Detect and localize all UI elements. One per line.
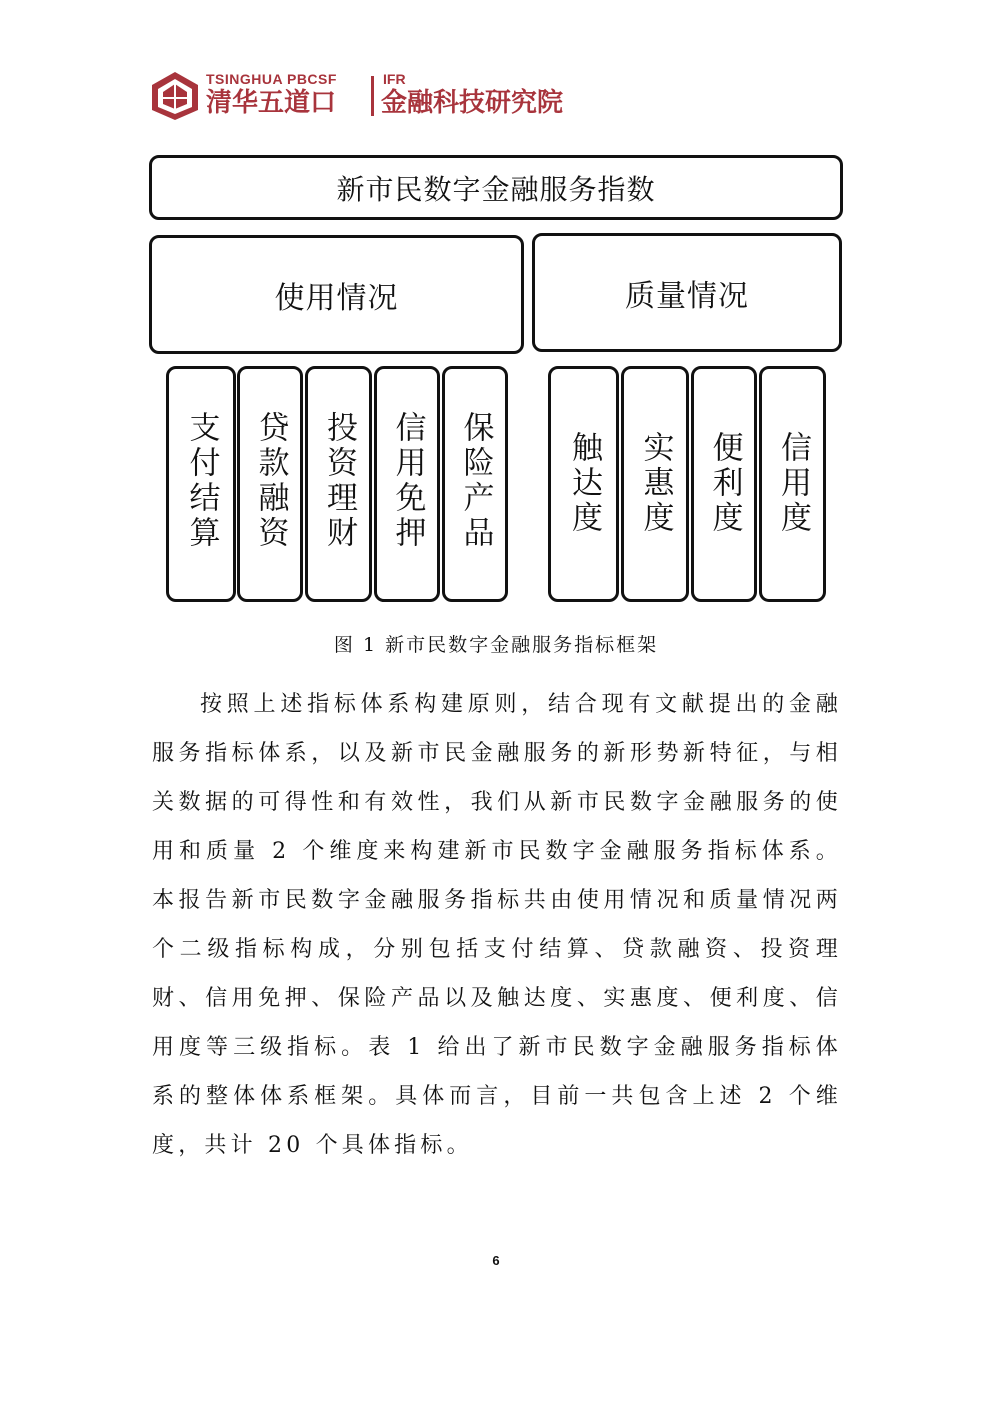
body-paragraph: 按照上述指标体系构建原则，结合现有文献提出的金融服务指标体系，以及新市民金融服务的新形势新特征，与相关数据的可得性和有效性，我们从新市民数字金融服务的使用和质量 2 个维度来构建新市民数字金融服务指标体系。本报告新市民数字金融服务指标共由使用情况和质量情况两个二级指标构成，分别包括支付结算、贷款融资、投资理财、信用免押、保险产品以及触达度、实惠度、便利度、信用度等三级指标。表 1 给出了新市民数字金融服务指标体系的整体体系框架。具体而言，目前一共包含上述 2 个维度，共计 20 个具体指标。 [152, 692, 842, 1158]
indicator-label: 信用免押 [389, 411, 426, 551]
indicator-box [305, 366, 372, 602]
indicator-label: 支付结算 [183, 411, 220, 551]
indicator-box [548, 366, 619, 602]
indicator-label: 触达度 [566, 431, 602, 536]
group-label-quality: 质量情况 [625, 278, 749, 314]
indicator-label: 便利度 [706, 431, 743, 536]
indicator-label: 信用度 [775, 431, 811, 536]
indicator-box [621, 366, 689, 602]
indicator-box [442, 366, 508, 602]
org-name-en: TSINGHUA PBCSF [206, 71, 337, 87]
group-box-usage [149, 235, 524, 354]
indicator-box [374, 366, 440, 602]
institute-name-cn: 金融科技研究院 [381, 88, 564, 118]
indicator-label: 保险产品 [457, 411, 494, 551]
logo-divider [371, 76, 374, 116]
indicator-box [759, 366, 826, 602]
figure-caption: 图 1 新市民数字金融服务指标框架 [333, 634, 659, 656]
group-box-quality [532, 233, 842, 352]
indicator-label: 贷款融资 [252, 411, 289, 551]
diagram-title-box [149, 155, 843, 220]
header-logo [150, 70, 570, 122]
group-label-usage: 使用情况 [274, 280, 399, 316]
indicator-box [691, 366, 757, 602]
tsinghua-emblem-icon [150, 70, 200, 122]
indicator-box [166, 366, 236, 602]
indicator-label: 投资理财 [321, 411, 357, 551]
org-name-cn: 清华五道口 [206, 88, 337, 118]
indicator-box [237, 366, 303, 602]
indicator-label: 实惠度 [637, 431, 674, 536]
diagram-title: 新市民数字金融服务指数 [336, 172, 656, 206]
page-number: 6 [492, 1253, 500, 1268]
institute-name-en: IFR [383, 71, 406, 87]
